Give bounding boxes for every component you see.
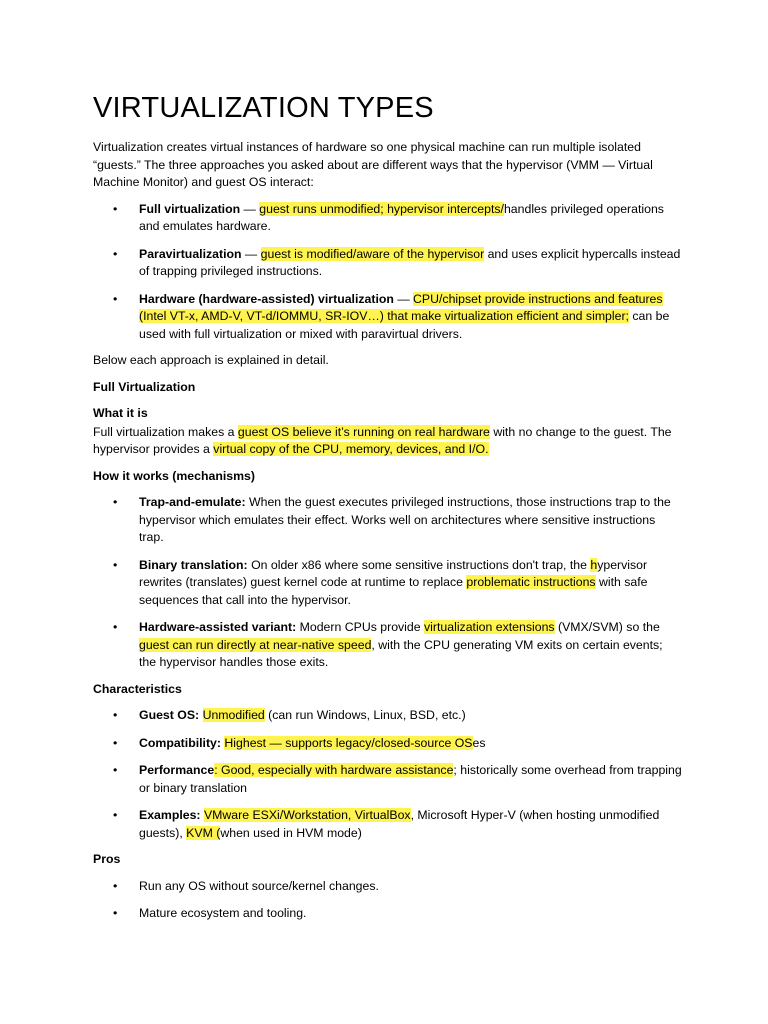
section-heading-full-virtualization: Full Virtualization (93, 379, 196, 394)
text-run: , Microsoft Hyper-V (when hosting unmodified guests), (139, 808, 660, 840)
text-run: — (393, 291, 414, 306)
highlighted-text: guest runs unmodified; hypervisor intercepts/ (259, 201, 504, 216)
text-run: — (241, 246, 261, 261)
highlighted-text: h (590, 557, 598, 572)
list-item (93, 878, 683, 896)
text-run: Virtualization creates virtual instances of hardware so one physical machine can run multiple isolated “guests.” The three approaches you asked about are different ways that the hypervisor (VMM — Virtual Machine Monitor) and guest OS interact: (93, 140, 653, 189)
highlighted-text: VMware ESXi/Workstation, VirtualBox (203, 808, 411, 822)
bullet-icon: • (113, 763, 118, 777)
highlighted-text: Unmodified (202, 708, 265, 722)
text-run: es (472, 735, 486, 750)
bullet-icon: • (113, 495, 118, 509)
highlighted-text: KVM ( (186, 825, 221, 840)
bullet-icon: • (113, 878, 118, 893)
list-item (93, 557, 683, 610)
highlighted-text: problematic instructions (466, 575, 596, 589)
bullet-icon: • (113, 906, 118, 920)
text-run: Modern CPUs provide (296, 620, 425, 634)
text-run: when used in HVM mode) (220, 825, 362, 840)
list-item (93, 201, 683, 236)
bullet-icon: • (113, 291, 118, 306)
list-item (93, 735, 683, 753)
pros-list (93, 878, 683, 923)
highlighted-text: CPU/chipset provide instructions and features (Intel VT-x, AMD-V, VT-d/IOMMU, SR-IOV…) that make virtualization efficient and simpler; (139, 291, 663, 323)
text-run: handles privileged operations and emulates hardware. (139, 201, 664, 233)
list-item (93, 246, 683, 281)
text-run: ; historically some overhead from trapping or binary translation (139, 763, 682, 795)
text-run: Below each approach is explained in detail. (93, 353, 329, 367)
characteristics-list (93, 707, 683, 842)
text-run: with safe sequences that call into the hypervisor. (139, 575, 648, 607)
bold-label: Guest OS: (139, 708, 200, 722)
highlighted-text: : Good, especially with hardware assistance (214, 763, 454, 777)
subheading-how-it-works: How it works (mechanisms) (93, 468, 255, 483)
document-body (93, 91, 683, 932)
highlighted-text: guest OS believe it’s running on real hardware (237, 424, 490, 439)
subheading-what-it-is: What it is (93, 406, 148, 420)
text-run: On older x86 where some sensitive instructions don't trap, the (247, 557, 591, 572)
list-item (93, 619, 683, 672)
below-paragraph (93, 352, 683, 370)
text-run: , with the CPU generating VM exits on certain events; the hypervisor handles those exits. (139, 637, 663, 669)
text-run: and uses explicit hypercalls instead of trapping privileged instructions. (139, 246, 681, 278)
highlighted-text: guest can run directly at near-native speed (139, 637, 372, 652)
bold-label: Compatibility: (139, 735, 221, 750)
text-run: Mature ecosystem and tooling. (139, 906, 307, 920)
types-list (93, 201, 683, 344)
list-item (93, 807, 683, 842)
highlighted-text: Highest — supports legacy/closed-source OS (224, 735, 473, 750)
list-item (93, 494, 683, 547)
bold-label: Binary translation: (139, 557, 248, 572)
bullet-icon: • (113, 557, 118, 572)
subheading-characteristics: Characteristics (93, 681, 182, 696)
highlighted-text: guest is modified/aware of the hypervisor (260, 246, 485, 261)
bullet-icon: • (113, 201, 118, 216)
bold-label: Performance (139, 763, 215, 777)
bold-label: Examples: (139, 808, 201, 822)
bold-label: Trap-and-emulate: (139, 495, 246, 509)
text-run: — (240, 201, 260, 216)
list-item (93, 707, 683, 725)
bullet-icon: • (113, 708, 118, 722)
bullet-icon: • (113, 246, 118, 261)
bullet-icon: • (113, 620, 118, 634)
bold-label: Full virtualization (139, 201, 241, 216)
list-item (93, 291, 683, 344)
text-run: (can run Windows, Linux, BSD, etc.) (264, 708, 466, 722)
text-run: Run any OS without source/kernel changes. (139, 878, 379, 893)
text-run: with no change to the guest. The hypervisor provides a (93, 424, 672, 456)
mechanisms-list (93, 494, 683, 672)
highlighted-text: virtual copy of the CPU, memory, devices, and I/O. (213, 442, 489, 456)
page-title: VIRTUALIZATION TYPES (93, 92, 434, 124)
subheading-pros: Pros (93, 852, 121, 866)
bold-label: Paravirtualization (139, 246, 242, 261)
bold-label: Hardware-assisted variant: (139, 620, 297, 634)
bullet-icon: • (113, 808, 118, 822)
what-it-is-paragraph (93, 424, 683, 459)
list-item (93, 905, 683, 923)
text-run: can be used with full virtualization or mixed with paravirtual drivers. (139, 309, 670, 341)
highlighted-text: virtualization extensions (424, 620, 555, 634)
text-run: (VMX/SVM) so the (554, 620, 660, 634)
bullet-icon: • (113, 735, 118, 750)
text-run: When the guest executes privileged instructions, those instructions trap to the hypervisor which emulates their effect. Works well on architectures where sensitive instructions trap. (139, 495, 671, 544)
text-run: Full virtualization makes a (93, 424, 238, 439)
text-run: ypervisor rewrites (translates) guest kernel code at runtime to replace (139, 557, 648, 589)
list-item (93, 762, 683, 797)
intro-paragraph (93, 139, 683, 192)
bold-label: Hardware (hardware-assisted) virtualization (139, 291, 394, 306)
